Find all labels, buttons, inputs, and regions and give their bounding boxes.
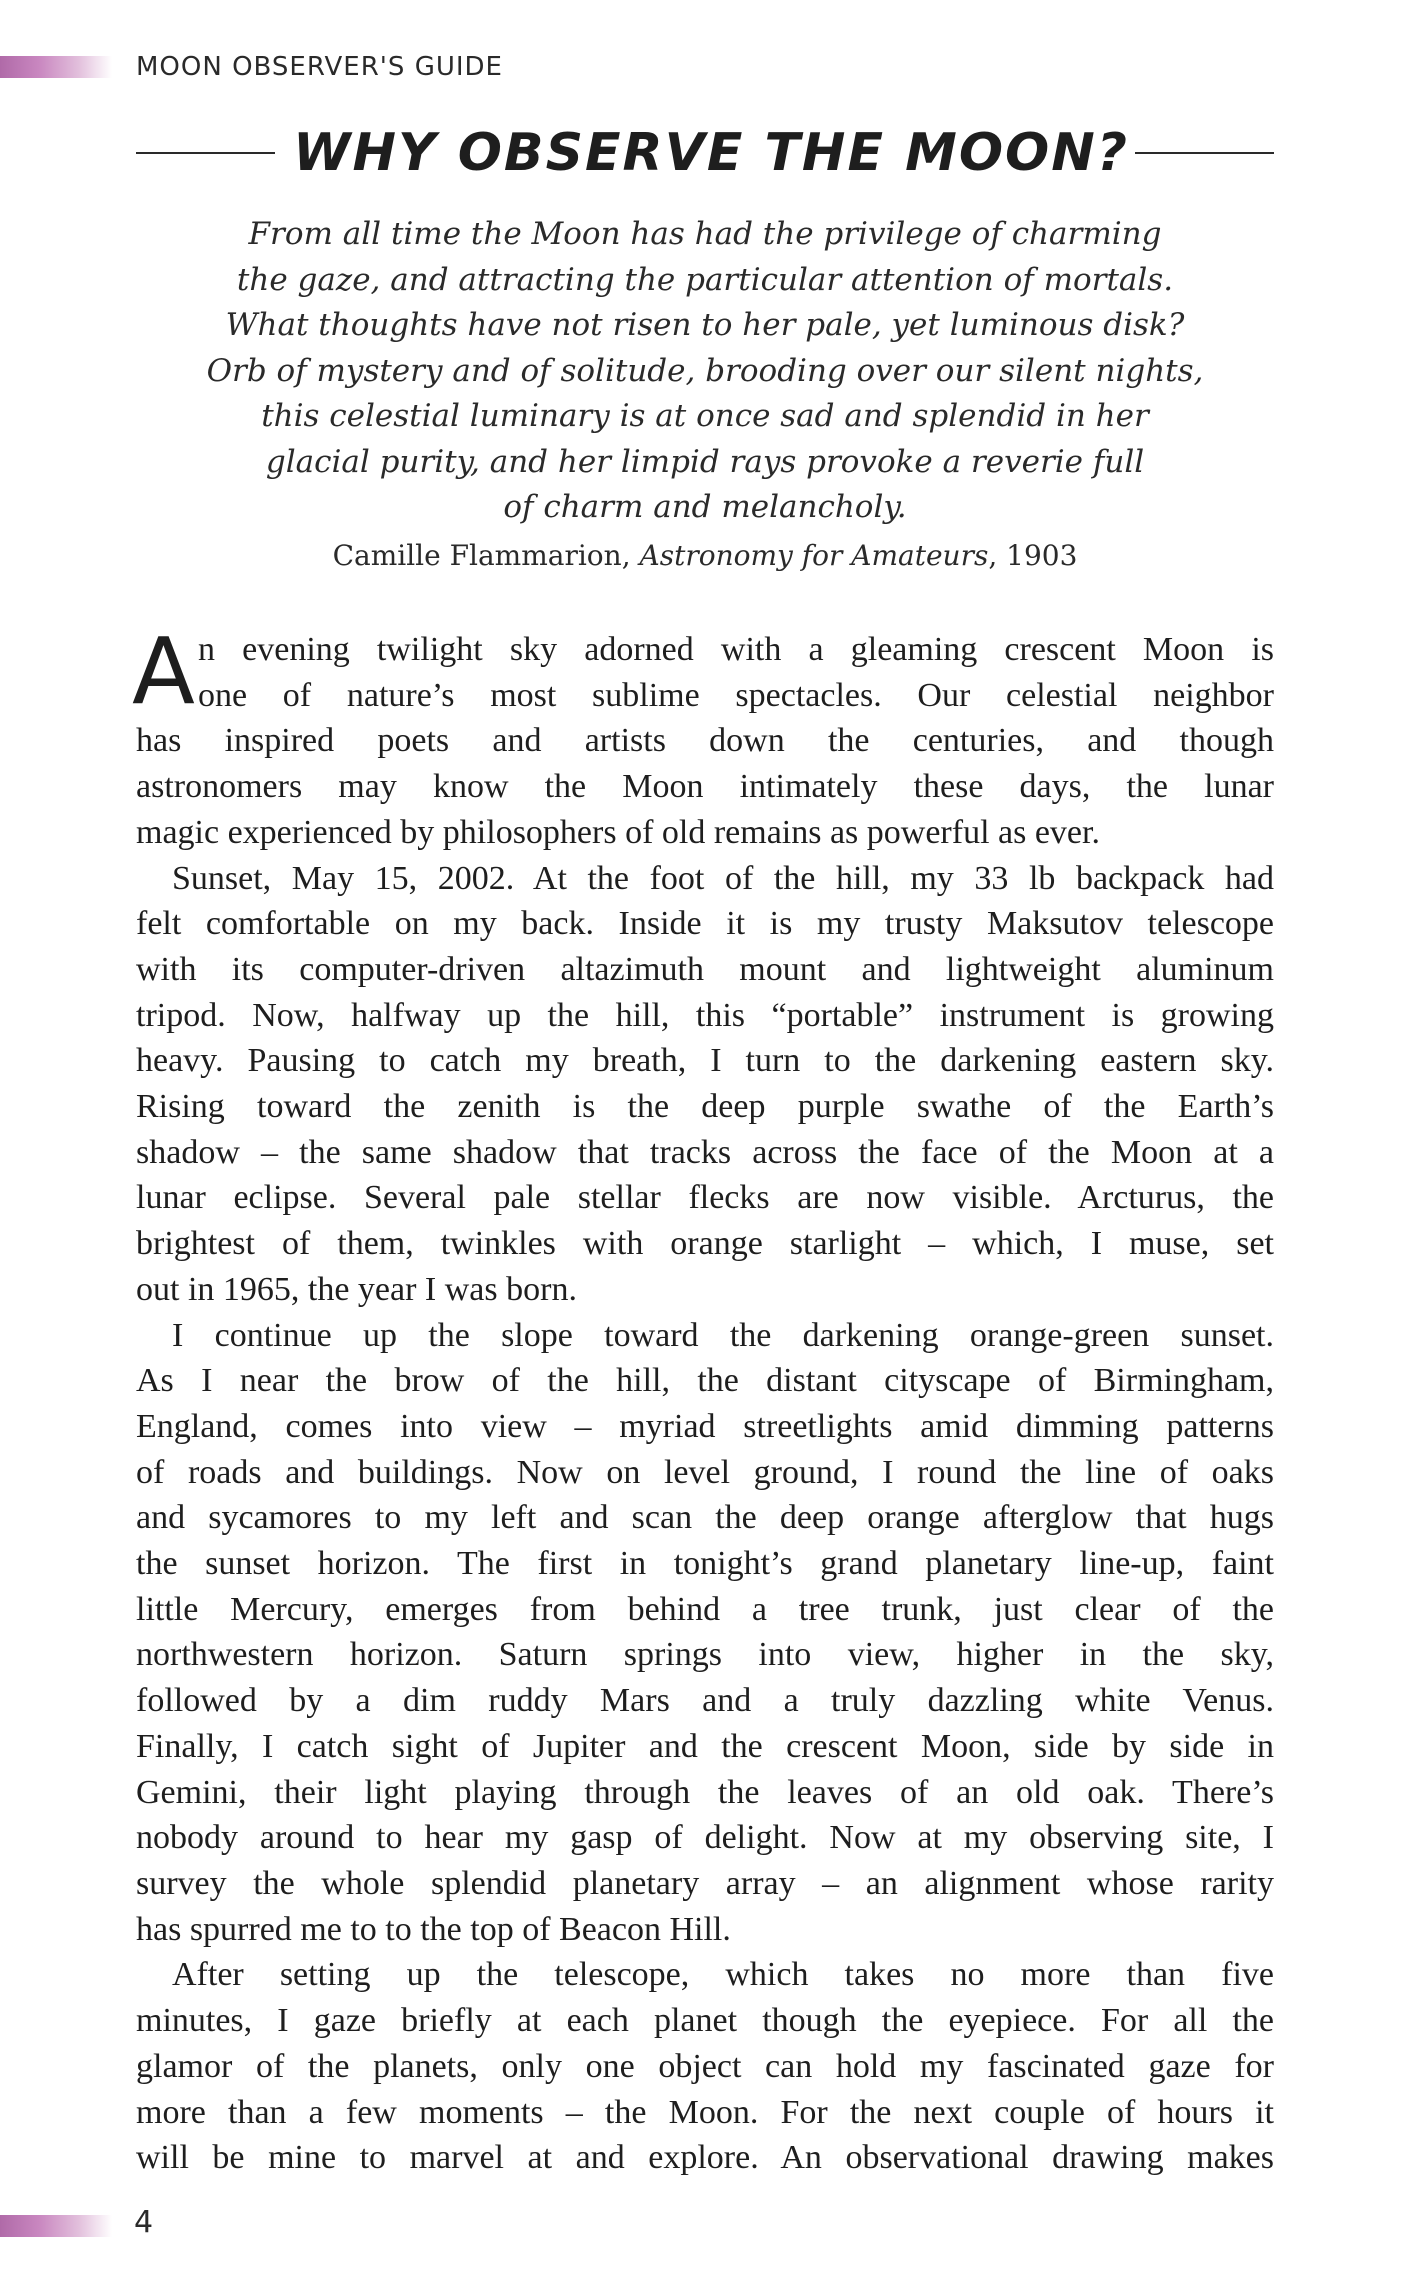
- text-line: shadow – the same shadow that tracks across the face of the Moon at a: [136, 1133, 1274, 1171]
- text-line: Finally, I catch sight of Jupiter and the crescent Moon, side by side in: [136, 1727, 1274, 1765]
- text-line: out in 1965, the year I was born.: [136, 1270, 577, 1308]
- text-line: with its computer-driven altazimuth mount and lightweight aluminum: [136, 950, 1274, 988]
- paragraph-2: [136, 856, 1274, 1313]
- attribution-author: Camille Flammarion,: [332, 538, 631, 572]
- text-line: England, comes into view – myriad streetlights amid dimming patterns: [136, 1407, 1274, 1445]
- text-line: After setting up the telescope, which takes no more than five: [172, 1956, 1274, 1994]
- running-head: MOON OBSERVER'S GUIDE: [136, 52, 503, 82]
- text-line: minutes, I gaze briefly at each planet though the eyepiece. For all the: [136, 2002, 1274, 2040]
- text-line: I continue up the slope toward the darkening orange-green sunset.: [172, 1316, 1274, 1354]
- text-line: has inspired poets and artists down the centuries, and though: [136, 722, 1274, 760]
- text-line: n evening twilight sky adorned with a gleaming crescent Moon is: [198, 631, 1274, 668]
- text-line: and sycamores to my left and scan the deep orange afterglow that hugs: [136, 1499, 1274, 1537]
- drop-cap: A: [132, 618, 195, 725]
- epigraph-line: the gaze, and attracting the particular attention of mortals.: [236, 261, 1174, 298]
- attribution-year: , 1903: [988, 538, 1078, 572]
- text-line: survey the whole splendid planetary array – an alignment whose rarity: [136, 1864, 1274, 1902]
- header-accent-bar: [0, 56, 112, 78]
- paragraph-4: [136, 1952, 1274, 2181]
- text-line: astronomers may know the Moon intimately these days, the lunar: [136, 768, 1274, 806]
- epigraph-line: this celestial luminary is at once sad and splendid in her: [261, 398, 1149, 434]
- epigraph-line: glacial purity, and her limpid rays provoke a reverie full: [265, 443, 1145, 480]
- epigraph-line: From all time the Moon has had the privilege of charming: [248, 216, 1162, 252]
- epigraph-line: of charm and melancholy.: [503, 489, 907, 525]
- epigraph-attribution: [200, 533, 1210, 579]
- footer-accent-bar: [0, 2215, 112, 2237]
- text-line: glamor of the planets, only one object can hold my fascinated gaze for: [136, 2047, 1274, 2085]
- text-line: tripod. Now, halfway up the hill, this “portable” instrument is growing: [136, 996, 1274, 1034]
- text-line: northwestern horizon. Saturn springs into view, higher in the sky,: [136, 1636, 1274, 1674]
- text-line: followed by a dim ruddy Mars and a truly dazzling white Venus.: [136, 1682, 1274, 1720]
- text-line: Rising toward the zenith is the deep purple swathe of the Earth’s: [136, 1088, 1274, 1126]
- text-line: Sunset, May 15, 2002. At the foot of the hill, my 33 lb backpack had: [172, 859, 1274, 897]
- title-rule-left: [136, 152, 275, 154]
- epigraph: [200, 212, 1210, 579]
- text-line: heavy. Pausing to catch my breath, I turn to the darkening eastern sky.: [136, 1042, 1274, 1080]
- text-line: felt comfortable on my back. Inside it is my trusty Maksutov telescope: [136, 905, 1274, 943]
- attribution-book-title: Astronomy for Amateurs: [639, 538, 989, 572]
- text-line: brightest of them, twinkles with orange starlight – which, I muse, set: [136, 1225, 1274, 1263]
- page-number: 4: [134, 2205, 154, 2240]
- text-line: As I near the brow of the hill, the distant cityscape of Birmingham,: [136, 1362, 1274, 1400]
- chapter-title: WHY OBSERVE THE MOON?: [293, 123, 1129, 183]
- paragraph-3: [136, 1313, 1274, 1953]
- text-line: the sunset horizon. The first in tonight’s grand planetary line-up, faint: [136, 1545, 1274, 1583]
- body-text: [132, 618, 1274, 2181]
- text-line: more than a few moments – the Moon. For the next couple of hours it: [136, 2093, 1274, 2131]
- text-line: nobody around to hear my gasp of delight. Now at my observing site, I: [136, 1819, 1274, 1857]
- text-line: Gemini, their light playing through the leaves of an old oak. There’s: [136, 1773, 1274, 1811]
- text-line: one of nature’s most sublime spectacles. Our celestial neighbor: [198, 676, 1274, 714]
- text-line: magic experienced by philosophers of old remains as powerful as ever.: [136, 813, 1100, 851]
- chapter-title-row: [136, 118, 1274, 188]
- paragraph-1: [136, 627, 1274, 856]
- epigraph-line: Orb of mystery and of solitude, brooding over our silent nights,: [206, 352, 1204, 389]
- text-line: of roads and buildings. Now on level ground, I round the line of oaks: [136, 1453, 1274, 1491]
- text-line: will be mine to marvel at and explore. An observational drawing makes: [136, 2139, 1274, 2177]
- epigraph-line: What thoughts have not risen to her pale, yet luminous disk?: [225, 307, 1185, 343]
- title-rule-right: [1135, 152, 1274, 154]
- text-line: lunar eclipse. Several pale stellar flecks are now visible. Arcturus, the: [136, 1179, 1274, 1217]
- text-line: has spurred me to to the top of Beacon Hill.: [136, 1910, 731, 1948]
- text-line: little Mercury, emerges from behind a tree trunk, just clear of the: [136, 1590, 1274, 1628]
